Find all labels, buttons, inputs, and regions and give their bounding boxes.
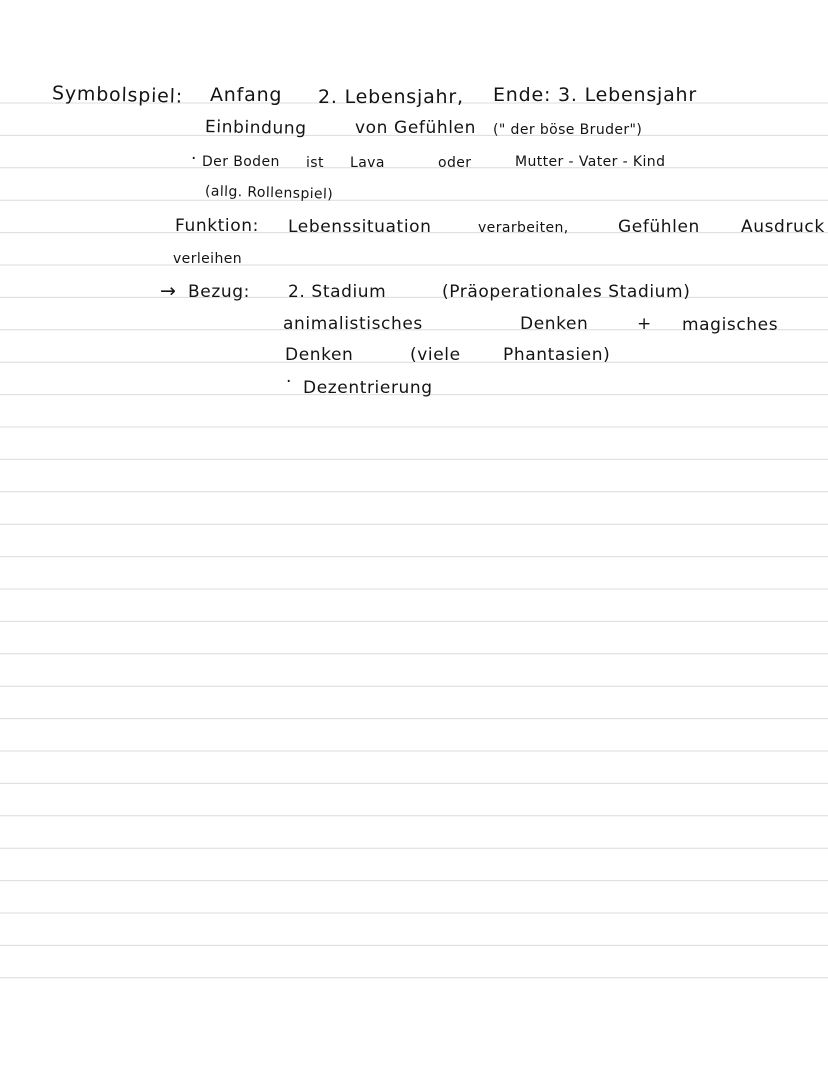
text-funktion: Funktion: xyxy=(175,216,259,236)
text-mutter-vater-kind: Mutter - Vater - Kind xyxy=(515,154,666,170)
text-dezentrierung: Dezentrierung xyxy=(303,378,433,398)
bullet-point-2: · xyxy=(286,372,293,392)
arrow-icon: → xyxy=(160,280,177,302)
text-denken-1: Denken xyxy=(520,314,589,334)
text-animalistisches: animalistisches xyxy=(283,314,423,334)
text-ausdruck: Ausdruck xyxy=(741,217,825,237)
text-magisches: magisches xyxy=(682,315,779,335)
text-oder: oder xyxy=(438,155,472,171)
text-phantasien: Phantasien) xyxy=(503,345,611,365)
text-2-stadium: 2. Stadium xyxy=(288,282,387,302)
text-lebenssituation: Lebenssituation xyxy=(288,217,432,237)
text-bezug: Bezug: xyxy=(188,282,250,302)
text-der-boese-bruder: (" der böse Bruder") xyxy=(493,122,643,138)
text-von-gefuehlen: von Gefühlen xyxy=(355,118,476,138)
bullet-point: · xyxy=(191,149,198,169)
text-denken-2: Denken xyxy=(285,345,354,365)
text-plus: + xyxy=(637,314,652,334)
text-anfang: Anfang xyxy=(210,84,283,106)
text-2-lebensjahr: 2. Lebensjahr, xyxy=(318,86,464,108)
text-verarbeiten: verarbeiten, xyxy=(478,220,569,236)
text-viele: (viele xyxy=(410,345,461,365)
text-verleihen: verleihen xyxy=(173,251,243,267)
text-gefuehlen: Gefühlen xyxy=(618,217,700,237)
text-lava: Lava xyxy=(350,155,385,171)
text-der-boden: Der Boden xyxy=(202,154,280,170)
text-praeoperationales-stadium: (Präoperationales Stadium) xyxy=(442,282,691,302)
text-ist: ist xyxy=(306,155,324,171)
text-ende: Ende: 3. Lebensjahr xyxy=(493,84,698,106)
text-einbindung: Einbindung xyxy=(204,117,307,139)
heading-symbolspiel: Symbolspiel: xyxy=(51,82,184,108)
text-allg-rollenspiel: (allg. Rollenspiel) xyxy=(204,183,334,203)
